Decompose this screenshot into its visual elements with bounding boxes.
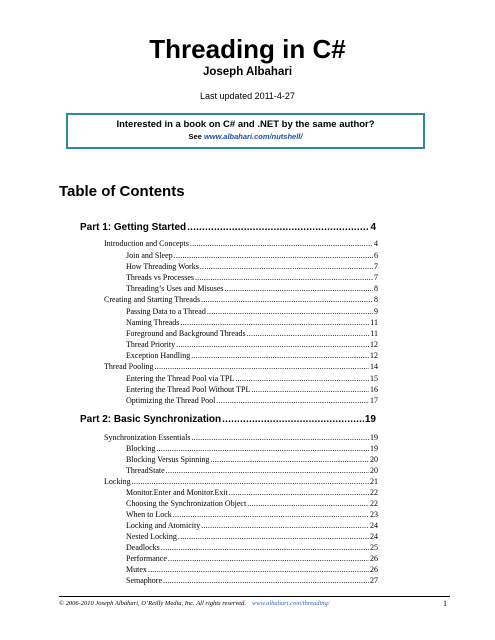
toc-entry-label: Part 1: Getting Started	[80, 222, 187, 233]
toc-section-entry[interactable]	[104, 433, 378, 442]
toc-part-entry[interactable]	[80, 222, 376, 233]
toc-subsection-entry[interactable]	[126, 444, 378, 453]
toc-entry-page: 8	[374, 295, 378, 304]
page-number: 1	[443, 599, 447, 608]
toc-subsection-entry[interactable]	[126, 307, 378, 316]
toc-entry-page: 21	[370, 477, 378, 486]
toc-subsection-entry[interactable]	[126, 532, 378, 541]
toc-leader-dots	[251, 385, 369, 394]
toc-leader-dots	[132, 477, 369, 486]
toc-entry-page: 7	[374, 262, 378, 271]
toc-leader-dots	[191, 351, 369, 360]
footer-line	[59, 600, 330, 607]
toc-entry-page: 19	[364, 414, 376, 425]
document-title: Threading in C#	[149, 34, 346, 64]
toc-entry-label: Performance	[126, 554, 167, 563]
toc-subsection-entry[interactable]	[126, 455, 378, 464]
toc-entry-page: 27	[370, 576, 378, 585]
footer-link[interactable]: www.albahari.com/threading/	[251, 600, 330, 607]
toc-subsection-entry[interactable]	[126, 543, 378, 552]
toc-entry-label: Optimizing the Thread Pool	[126, 396, 216, 405]
toc-leader-dots	[168, 554, 369, 563]
toc-leader-dots	[161, 543, 369, 552]
toc-entry-page: 16	[370, 385, 378, 394]
toc-subsection-entry[interactable]	[126, 273, 378, 282]
toc-leader-dots	[201, 295, 373, 304]
toc-entry-page: 22	[370, 488, 378, 497]
toc-entry-label: Locking	[104, 477, 131, 486]
toc-entry-label: When to Lock	[126, 510, 172, 519]
toc-subsection-entry[interactable]	[126, 351, 378, 360]
toc-subsection-entry[interactable]	[126, 565, 378, 574]
toc-entry-page: 25	[370, 543, 378, 552]
toc-subsection-entry[interactable]	[126, 510, 378, 519]
toc-entry-label: Thread Priority	[126, 340, 176, 349]
toc-entry-page: 17	[370, 396, 378, 405]
toc-entry-page: 24	[370, 532, 378, 541]
toc-section-entry[interactable]	[104, 477, 378, 486]
toc-subsection-entry[interactable]	[126, 396, 378, 405]
toc-leader-dots	[155, 362, 369, 371]
toc-entry-label: Threads vs Processes	[126, 273, 194, 282]
toc-entry-page: 9	[374, 307, 378, 316]
toc-subsection-entry[interactable]	[126, 251, 378, 260]
toc-entry-label: Exception Handling	[126, 351, 191, 360]
toc-leader-dots	[191, 433, 369, 442]
toc-subsection-entry[interactable]	[126, 576, 378, 585]
toc-entry-page: 8	[374, 284, 378, 293]
toc-leader-dots	[222, 414, 364, 425]
toc-leader-dots	[174, 251, 373, 260]
toc-entry-label: Semaphore	[126, 576, 162, 585]
toc-subsection-entry[interactable]	[126, 340, 378, 349]
toc-entry-label: Naming Threads	[126, 318, 180, 327]
toc-subsection-entry[interactable]	[126, 554, 378, 563]
toc-leader-dots	[235, 374, 369, 383]
toc-section-entry[interactable]	[104, 362, 378, 371]
toc-entry-label: Part 2: Basic Synchronization	[80, 414, 222, 425]
toc-leader-dots	[210, 455, 369, 464]
toc-entry-label: Blocking	[126, 444, 156, 453]
promo-see-label: See	[188, 132, 202, 141]
toc-subsection-entry[interactable]	[126, 499, 378, 508]
toc-leader-dots	[216, 396, 369, 405]
toc-subsection-entry[interactable]	[126, 521, 378, 530]
toc-leader-dots	[156, 444, 369, 453]
toc-leader-dots	[247, 499, 369, 508]
toc-entry-page: 19	[370, 444, 378, 453]
toc-entry-page: 12	[370, 351, 378, 360]
toc-entry-label: Mutex	[126, 565, 147, 574]
promo-see-line	[68, 131, 423, 142]
toc-leader-dots	[173, 510, 369, 519]
toc-entry-label: Join and Sleep	[126, 251, 173, 260]
toc-entry-label: Synchronization Essentials	[104, 433, 191, 442]
toc-leader-dots	[187, 222, 369, 233]
toc-subsection-entry[interactable]	[126, 329, 378, 338]
toc-entry-label: Entering the Thread Pool Without TPL	[126, 385, 251, 394]
toc-heading: Table of Contents	[59, 183, 185, 200]
toc-subsection-entry[interactable]	[126, 318, 378, 327]
toc-subsection-entry[interactable]	[126, 262, 378, 271]
toc-entry-label: Nested Locking	[126, 532, 177, 541]
toc-leader-dots	[176, 340, 369, 349]
footer-copyright: © 2006-2010 Joseph Albahari, O’Reilly Media, Inc. All rights reserved.	[59, 600, 246, 607]
toc-leader-dots	[225, 284, 373, 293]
toc-entry-label: Choosing the Synchronization Object	[126, 499, 247, 508]
toc-leader-dots	[200, 262, 373, 271]
toc-entry-page: 4	[370, 222, 376, 233]
toc-entry-page: 6	[374, 251, 378, 260]
author-name: Joseph Albahari	[202, 66, 293, 78]
toc-entry-label: Entering the Thread Pool via TPL	[126, 374, 235, 383]
toc-leader-dots	[207, 307, 373, 316]
toc-leader-dots	[190, 239, 373, 248]
toc-entry-label: Introduction and Concepts	[104, 239, 189, 248]
promo-text: Interested in a book on C# and .NET by the same author?	[116, 119, 375, 130]
toc-entry-label: Deadlocks	[126, 543, 160, 552]
toc-entry-label: ThreadState	[126, 466, 165, 475]
toc-entry-label: Creating and Starting Threads	[104, 295, 201, 304]
toc-entry-page: 20	[370, 455, 378, 464]
toc-entry-label: Locking and Atomicity	[126, 521, 201, 530]
toc-leader-dots	[247, 329, 370, 338]
toc-entry-page: 11	[370, 318, 378, 327]
toc-entry-page: 22	[370, 499, 378, 508]
toc-leader-dots	[178, 532, 369, 541]
toc-section-entry[interactable]	[104, 295, 378, 304]
footer-divider	[59, 596, 450, 597]
toc-leader-dots	[166, 466, 369, 475]
last-updated: Last updated 2011-4-27	[200, 91, 295, 101]
toc-entry-page: 7	[374, 273, 378, 282]
toc-subsection-entry[interactable]	[126, 374, 378, 383]
toc-entry-page: 24	[370, 521, 378, 530]
toc-leader-dots	[201, 521, 369, 530]
toc-entry-page: 19	[370, 433, 378, 442]
toc-entry-page: 11	[370, 329, 378, 338]
toc-subsection-entry[interactable]	[126, 284, 378, 293]
toc-entry-page: 20	[370, 466, 378, 475]
toc-leader-dots	[148, 565, 369, 574]
toc-leader-dots	[195, 273, 373, 282]
toc-entry-page: 12	[370, 340, 378, 349]
toc-leader-dots	[163, 576, 369, 585]
toc-entry-label: Foreground and Background Threads	[126, 329, 246, 338]
toc-entry-label: How Threading Works	[126, 262, 199, 271]
toc-part-entry[interactable]	[80, 414, 376, 425]
toc-entry-page: 14	[370, 362, 378, 371]
toc-section-entry[interactable]	[104, 239, 378, 248]
toc-subsection-entry[interactable]	[126, 488, 378, 497]
toc-subsection-entry[interactable]	[126, 466, 378, 475]
toc-leader-dots	[229, 488, 369, 497]
toc-entry-label: Monitor.Enter and Monitor.Exit	[126, 488, 228, 497]
toc-entry-page: 15	[370, 374, 378, 383]
toc-leader-dots	[180, 318, 369, 327]
promo-link[interactable]: www.albahari.com/nutshell/	[203, 132, 303, 141]
toc-entry-label: Passing Data to a Thread	[126, 307, 206, 316]
book-promo-box	[66, 113, 425, 149]
toc-entry-label: Thread Pooling	[104, 362, 154, 371]
toc-entry-page: 4	[374, 239, 378, 248]
toc-subsection-entry[interactable]	[126, 385, 378, 394]
toc-entry-page: 26	[370, 554, 378, 563]
toc-entry-label: Blocking Versus Spinning	[126, 455, 210, 464]
toc-entry-page: 23	[370, 510, 378, 519]
toc-entry-label: Threading’s Uses and Misuses	[126, 284, 224, 293]
toc-entry-page: 26	[370, 565, 378, 574]
